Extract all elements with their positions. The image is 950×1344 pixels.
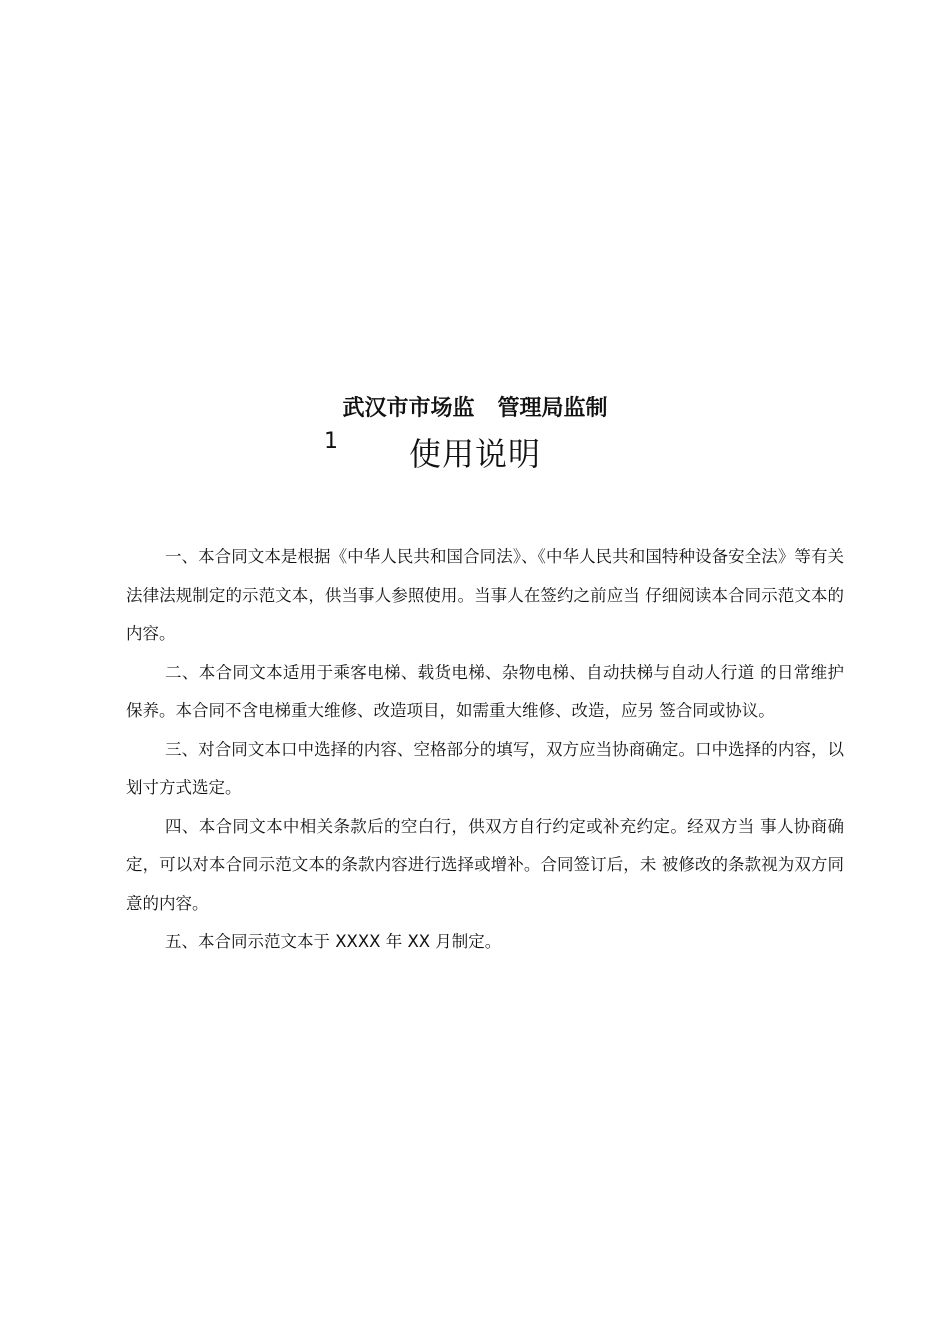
issuer-line: 武汉市市场监 管理局监制 <box>342 396 608 421</box>
paragraph-5: 五、本合同示范文本于 XXXX 年 XX 月制定。 <box>165 932 502 951</box>
paragraph-4: 四、本合同文本中相关条款后的空白行，供双方自行约定或补充约定。经双方当 事人协商确定，可以对本合同示范文本的条款内容进行选择或增补。合同签订后，未 被修改的条款视为双方同意的内容。 <box>126 816 844 913</box>
paragraph-3: 三、对合同文本口中选择的内容、空格部分的填写，双方应当协商确定。口中选择的内容，以划寸方式选定。 <box>126 739 844 797</box>
paragraph-2: 二、本合同文本适用于乘客电梯、载货电梯、杂物电梯、自动扶梯与自动人行道 的日常维护保养。本合同不含电梯重大维修、改造项目，如需重大维修、改造，应另 签合同或协议。 <box>126 662 844 720</box>
page-number: 1 <box>324 429 338 454</box>
paragraph-1: 一、本合同文本是根据《中华人民共和国合同法》、《中华人民共和国特种设备安全法》等有关法律法规制定的示范文本，供当事人参照使用。当事人在签约之前应当 仔细阅读本合同示范文本的内容。 <box>126 547 844 643</box>
instructions-body <box>126 538 844 962</box>
section-title: 使用说明 <box>408 435 541 473</box>
